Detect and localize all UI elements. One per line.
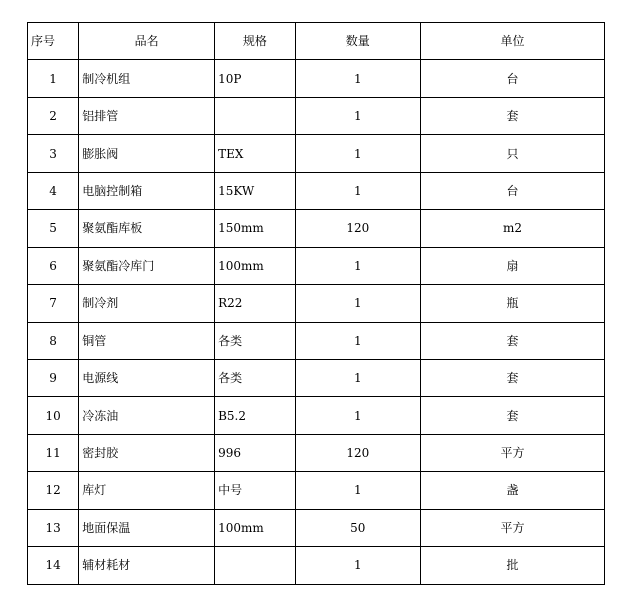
cell-spec: 各类 bbox=[215, 322, 295, 359]
cell-qty: 1 bbox=[295, 322, 420, 359]
cell-qty: 1 bbox=[295, 97, 420, 134]
cell-unit: 批 bbox=[421, 547, 605, 584]
cell-no: 10 bbox=[28, 397, 79, 434]
table-row bbox=[28, 472, 605, 509]
table-row bbox=[28, 247, 605, 284]
cell-qty: 1 bbox=[295, 547, 420, 584]
cell-unit: 套 bbox=[421, 97, 605, 134]
table-row bbox=[28, 135, 605, 172]
cell-no: 11 bbox=[28, 434, 79, 471]
cell-qty: 1 bbox=[295, 135, 420, 172]
cell-qty: 1 bbox=[295, 172, 420, 209]
cell-no: 8 bbox=[28, 322, 79, 359]
cell-qty: 1 bbox=[295, 359, 420, 396]
table-row bbox=[28, 547, 605, 584]
cell-unit: 盏 bbox=[421, 472, 605, 509]
cell-no: 5 bbox=[28, 210, 79, 247]
cell-no: 9 bbox=[28, 359, 79, 396]
cell-unit: 平方 bbox=[421, 434, 605, 471]
header-qty: 数量 bbox=[295, 23, 420, 60]
cell-name: 铜管 bbox=[79, 322, 215, 359]
cell-no: 4 bbox=[28, 172, 79, 209]
header-no: 序号 bbox=[28, 23, 79, 60]
header-name: 品名 bbox=[79, 23, 215, 60]
cell-unit: 瓶 bbox=[421, 285, 605, 322]
cell-no: 6 bbox=[28, 247, 79, 284]
cell-spec: B5.2 bbox=[215, 397, 295, 434]
cell-name: 聚氨酯库板 bbox=[79, 210, 215, 247]
table-header-row bbox=[28, 23, 605, 60]
cell-name: 密封胶 bbox=[79, 434, 215, 471]
cell-spec: TEX bbox=[215, 135, 295, 172]
cell-spec: 100mm bbox=[215, 247, 295, 284]
cell-spec: 10P bbox=[215, 60, 295, 97]
cell-name: 冷冻油 bbox=[79, 397, 215, 434]
cell-name: 库灯 bbox=[79, 472, 215, 509]
cell-spec bbox=[215, 547, 295, 584]
cell-spec bbox=[215, 97, 295, 134]
cell-name: 制冷机组 bbox=[79, 60, 215, 97]
equipment-table bbox=[27, 22, 605, 585]
cell-unit: 套 bbox=[421, 397, 605, 434]
table-row bbox=[28, 285, 605, 322]
cell-unit: m2 bbox=[421, 210, 605, 247]
cell-spec: 中号 bbox=[215, 472, 295, 509]
table-row bbox=[28, 60, 605, 97]
cell-no: 1 bbox=[28, 60, 79, 97]
cell-name: 地面保温 bbox=[79, 509, 215, 546]
cell-no: 13 bbox=[28, 509, 79, 546]
header-unit: 单位 bbox=[421, 23, 605, 60]
cell-name: 膨胀阀 bbox=[79, 135, 215, 172]
cell-name: 电源线 bbox=[79, 359, 215, 396]
table-row bbox=[28, 434, 605, 471]
header-spec: 规格 bbox=[215, 23, 295, 60]
cell-no: 2 bbox=[28, 97, 79, 134]
cell-name: 铝排管 bbox=[79, 97, 215, 134]
cell-spec: 各类 bbox=[215, 359, 295, 396]
cell-qty: 1 bbox=[295, 472, 420, 509]
table-row bbox=[28, 509, 605, 546]
table-row bbox=[28, 210, 605, 247]
cell-unit: 台 bbox=[421, 60, 605, 97]
cell-spec: R22 bbox=[215, 285, 295, 322]
cell-qty: 1 bbox=[295, 285, 420, 322]
cell-unit: 扇 bbox=[421, 247, 605, 284]
cell-spec: 15KW bbox=[215, 172, 295, 209]
table-row bbox=[28, 359, 605, 396]
cell-unit: 只 bbox=[421, 135, 605, 172]
table-row bbox=[28, 322, 605, 359]
cell-unit: 套 bbox=[421, 322, 605, 359]
cell-qty: 50 bbox=[295, 509, 420, 546]
cell-qty: 1 bbox=[295, 60, 420, 97]
cell-name: 电脑控制箱 bbox=[79, 172, 215, 209]
cell-unit: 平方 bbox=[421, 509, 605, 546]
cell-no: 7 bbox=[28, 285, 79, 322]
cell-qty: 1 bbox=[295, 247, 420, 284]
cell-spec: 100mm bbox=[215, 509, 295, 546]
cell-qty: 1 bbox=[295, 397, 420, 434]
table-body bbox=[28, 60, 605, 584]
cell-name: 制冷剂 bbox=[79, 285, 215, 322]
cell-qty: 120 bbox=[295, 210, 420, 247]
cell-name: 聚氨酯冷库门 bbox=[79, 247, 215, 284]
table-row bbox=[28, 97, 605, 134]
cell-unit: 台 bbox=[421, 172, 605, 209]
cell-unit: 套 bbox=[421, 359, 605, 396]
cell-no: 12 bbox=[28, 472, 79, 509]
cell-spec: 996 bbox=[215, 434, 295, 471]
cell-spec: 150mm bbox=[215, 210, 295, 247]
table-row bbox=[28, 172, 605, 209]
table-row bbox=[28, 397, 605, 434]
cell-no: 14 bbox=[28, 547, 79, 584]
cell-qty: 120 bbox=[295, 434, 420, 471]
cell-no: 3 bbox=[28, 135, 79, 172]
cell-name: 辅材耗材 bbox=[79, 547, 215, 584]
